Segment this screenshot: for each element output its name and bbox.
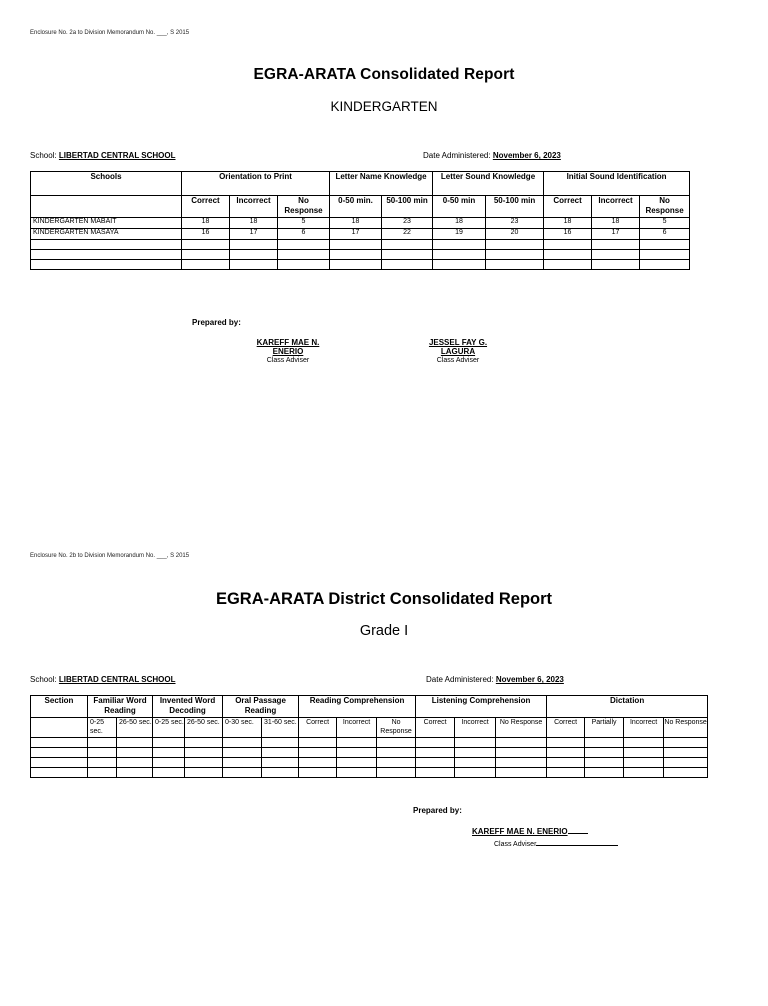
date-line [426,675,564,684]
col-initial-sound: Initial Sound Identification [544,172,690,196]
sub-correct: Correct [299,718,337,738]
sub-no-response: No Response [664,718,708,738]
report-subtitle: Grade I [359,623,409,639]
report-title: EGRA-ARATA District Consolidated Report [215,590,553,608]
col-letter-name: Letter Name Knowledge [330,172,433,196]
value-cell: 17 [330,229,382,240]
value-cell: 23 [486,218,544,229]
value-cell: 16 [182,229,230,240]
sub-range: 0-25 sec. [153,718,185,738]
school-cell: KINDERGARTEN MABAIT [31,218,182,229]
col-schools: Schools [31,172,182,196]
sub-partially: Partially [585,718,624,738]
sub-range: 31-60 sec. [262,718,299,738]
col-oral: Oral Passage Reading [223,696,299,718]
signatory-name: KAREFF MAE N. ENERIO [472,826,588,836]
school-label: School: [30,151,57,160]
value-cell: 5 [640,218,690,229]
col-invented: Invented Word Decoding [153,696,223,718]
prepared-by-label: Prepared by: [192,318,241,327]
school-line [30,151,176,160]
value-cell: 16 [544,229,592,240]
sub-range: 0-30 sec. [223,718,262,738]
sub-incorrect: Incorrect [230,196,278,218]
signatory-name: JESSEL FAY G. LAGURA [428,338,488,356]
value-cell: 23 [382,218,433,229]
value-cell: 19 [433,229,486,240]
sub-no-response: No Response [377,718,416,738]
value-cell: 5 [278,218,330,229]
report-subtitle: KINDERGARTEN [330,99,438,114]
kindergarten-table [30,171,690,270]
value-cell: 6 [640,229,690,240]
signatory-block [243,338,333,364]
value-cell: 6 [278,229,330,240]
value-cell: 18 [182,218,230,229]
col-section: Section [31,696,88,718]
signatory-name: KAREFF MAE N. ENERIO [256,338,320,356]
value-cell: 18 [230,218,278,229]
sub-correct: Correct [182,196,230,218]
sub-incorrect: Incorrect [455,718,496,738]
table-row [31,229,690,240]
school-value: LIBERTAD CENTRAL SCHOOL [58,675,176,684]
sub-range: 50-100 min [382,196,433,218]
signatory-role: Class Adviser [494,838,618,848]
enclosure-note: Enclosure No. 2a to Division Memorandum No. ___, S 2015 [30,30,190,36]
sub-correct: Correct [547,718,585,738]
school-label: School: [30,675,57,684]
table-row [31,218,690,229]
value-cell: 22 [382,229,433,240]
date-value: November 6, 2023 [492,151,561,160]
col-listening-comp: Listening Comprehension [416,696,547,718]
empty-row [31,250,690,260]
value-cell: 18 [544,218,592,229]
sub-range: 50-100 min [486,196,544,218]
prepared-by-label: Prepared by: [413,806,462,815]
sub-range: 26-50 sec. [117,718,153,738]
value-cell: 18 [592,218,640,229]
sub-range: 0-25 sec. [88,718,117,738]
signatory-role: Class Adviser [436,357,480,364]
value-cell: 17 [592,229,640,240]
date-line [423,151,561,160]
empty-row [31,240,690,250]
signatory-role: Class Adviser [266,357,310,364]
date-label: Date Administered: [426,675,494,684]
school-value: LIBERTAD CENTRAL SCHOOL [58,151,176,160]
sub-no-response: No Response [278,196,330,218]
school-line [30,675,176,684]
sub-range: 26-50 sec. [185,718,223,738]
report-title: EGRA-ARATA Consolidated Report [253,66,515,83]
value-cell: 17 [230,229,278,240]
school-cell: KINDERGARTEN MASAYA [31,229,182,240]
sub-range: 0-50 min. [330,196,382,218]
empty-row [31,768,708,778]
col-reading-comp: Reading Comprehension [299,696,416,718]
date-value: November 6, 2023 [495,675,564,684]
col-letter-sound: Letter Sound Knowledge [433,172,544,196]
sub-incorrect: Incorrect [624,718,664,738]
sub-no-response: No Response [496,718,547,738]
empty-row [31,748,708,758]
empty-row [31,738,708,748]
sub-correct: Correct [416,718,455,738]
value-cell: 18 [330,218,382,229]
value-cell: 20 [486,229,544,240]
sub-no-response: No Response [640,196,690,218]
col-familiar: Familiar Word Reading [88,696,153,718]
empty-row [31,260,690,270]
sub-range: 0-50 min [433,196,486,218]
signatory-block [413,338,503,364]
date-label: Date Administered: [423,151,491,160]
col-orientation: Orientation to Print [182,172,330,196]
col-dictation: Dictation [547,696,708,718]
grade1-table [30,695,708,778]
sub-correct: Correct [544,196,592,218]
sub-incorrect: Incorrect [592,196,640,218]
value-cell: 18 [433,218,486,229]
enclosure-note: Enclosure No. 2b to Division Memorandum No. ___, S 2015 [30,553,190,559]
sub-incorrect: Incorrect [337,718,377,738]
empty-row [31,758,708,768]
